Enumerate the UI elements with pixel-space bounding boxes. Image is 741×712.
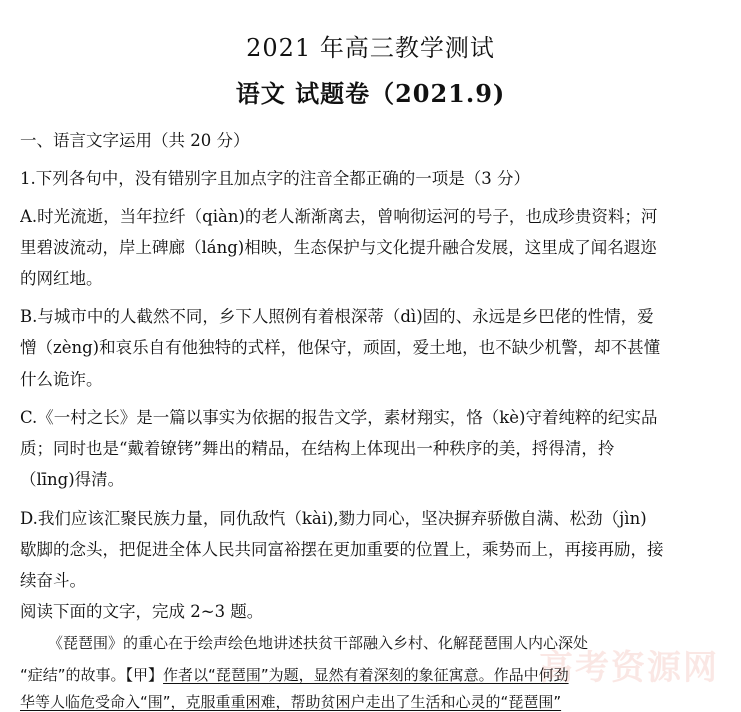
option-b-line-3: 什么诡诈。	[20, 370, 103, 389]
option-d-line-2: 歇脚的念头，把促进全体人民共同富裕摆在更加重要的位置上，乘势而上，再接再励，接	[20, 540, 664, 559]
passage-line-2-underlined: 作者以“琵琶围”为题，显然有着深刻的象征寓意。作品中何劲	[163, 666, 569, 684]
option-b-line-1: B.与城市中的人截然不同，乡下人照例有着根深蒂（dì)固的、永远是乡巴佬的性情，爱	[20, 307, 654, 326]
watermark: 高考资源网	[539, 648, 719, 688]
section-heading: 一、语言文字运用（共 20 分）	[20, 131, 250, 150]
passage-line-3: 华等人临危受命入“围”，克服重重困难，帮助贫困户走出了生活和心灵的“琵琶围”	[20, 693, 562, 711]
reading-instruction: 阅读下面的文字，完成 2~3 题。	[20, 602, 264, 621]
option-c-line-3: （līng)得清。	[20, 470, 125, 489]
option-a-line-2: 里碧波流动，岸上碑廊（láng)相映，生态保护与文化提升融合发展，这里成了闻名遐迩	[20, 238, 657, 257]
exam-subtitle: 语文 试题卷（2021.9)	[235, 79, 506, 108]
question-stem: 1.下列各句中，没有错别字且加点字的注音全都正确的一项是（3 分）	[20, 169, 530, 188]
option-c-line-2: 质；同时也是“戴着镣铐”舞出的精品，在结构上体现出一种秩序的美，捋得清，拎	[20, 439, 615, 458]
passage-line-1: 《琵琶围》的重心在于绘声绘色地讲述扶贫干部融入乡村、化解琵琶围人内心深处	[48, 634, 589, 652]
option-d-line-3: 续奋斗。	[20, 571, 86, 590]
exam-title: 2021 年高三教学测试	[246, 34, 495, 62]
passage-line-2-plain: “症结”的故事。【甲】	[20, 666, 164, 684]
passage-line-2	[20, 664, 724, 685]
option-a-line-1: A.时光流逝，当年拉纤（qiàn)的老人渐渐离去，曾响彻运河的号子，也成珍贵资料；河	[20, 207, 658, 226]
option-a-line-3: 的网红地。	[20, 269, 103, 288]
option-c-line-1: C.《一村之长》是一篇以事实为依据的报告文学，素材翔实，恪（kè)守着纯粹的纪实品	[20, 408, 658, 427]
option-b-line-2: 憎（zèng)和哀乐自有他独特的式样，他保守，顽固，爱土地，也不缺少机警，却不甚懂	[20, 338, 661, 357]
option-d-line-1: D.我们应该汇聚民族力量，同仇敌忾（kài),勠力同心，坚决摒弃骄傲自满、松劲（jìn)	[20, 509, 647, 528]
